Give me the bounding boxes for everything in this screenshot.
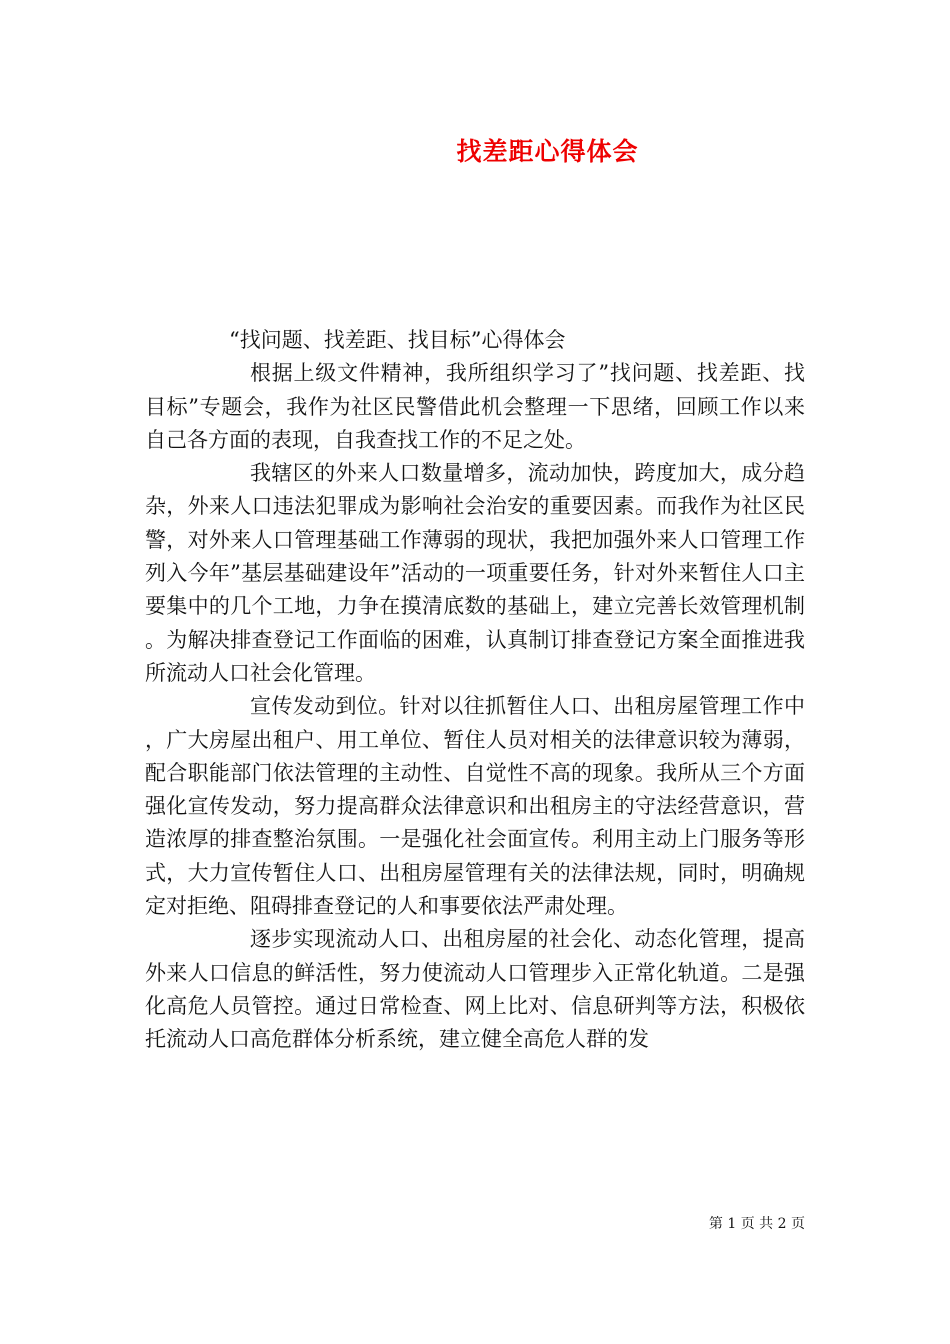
paragraph: 逐步实现流动人口、出租房屋的社会化、动态化管理，提高外来人口信息的鲜活性，努力使流动人口管理步入正常化轨道。二是强化高危人员管控。通过日常检查、网上比对、信息研判等方法，积极依托流动人口高危群体分析系统，建立健全高危人群的发 xyxy=(145,927,805,1052)
document-body xyxy=(145,324,805,1057)
page-number-footer: 第 1 页 共 2 页 xyxy=(708,1216,805,1232)
document-title: 找差距心得体会 xyxy=(456,137,639,166)
paragraph: 宣传发动到位。针对以往抓暂住人口、出租房屋管理工作中，广大房屋出租户、用工单位、暂住人员对相关的法律意识较为薄弱，配合职能部门依法管理的主动性、自觉性不高的现象。我所从三个方面强化宣传发动，努力提高群众法律意识和出租房主的守法经营意识，营造浓厚的排查整治氛围。一是强化社会面宣传。利用主动上门服务等形式，大力宣传暂住人口、出租房屋管理有关的法律法规，同时，明确规定对拒绝、阻碍排查登记的人和事要依法严肃处理。 xyxy=(145,694,805,919)
paragraph: 根据上级文件精神，我所组织学习了”找问题、找差距、找目标”专题会，我作为社区民警借此机会整理一下思绪，回顾工作以来自己各方面的表现，自我查找工作的不足之处。 xyxy=(145,361,805,452)
document-subtitle: “找问题、找差距、找目标”心得体会 xyxy=(229,328,566,352)
paragraph: 我辖区的外来人口数量增多，流动加快，跨度加大，成分趋杂，外来人口违法犯罪成为影响社会治安的重要因素。而我作为社区民警，对外来人口管理基础工作薄弱的现状，我把加强外来人口管理工作列入今年”基层基础建设年”活动的一项重要任务，针对外来暂住人口主要集中的几个工地，力争在摸清底数的基础上，建立完善长效管理机制。为解决排查登记工作面临的困难，认真制订排查登记方案全面推进我所流动人口社会化管理。 xyxy=(145,461,805,685)
